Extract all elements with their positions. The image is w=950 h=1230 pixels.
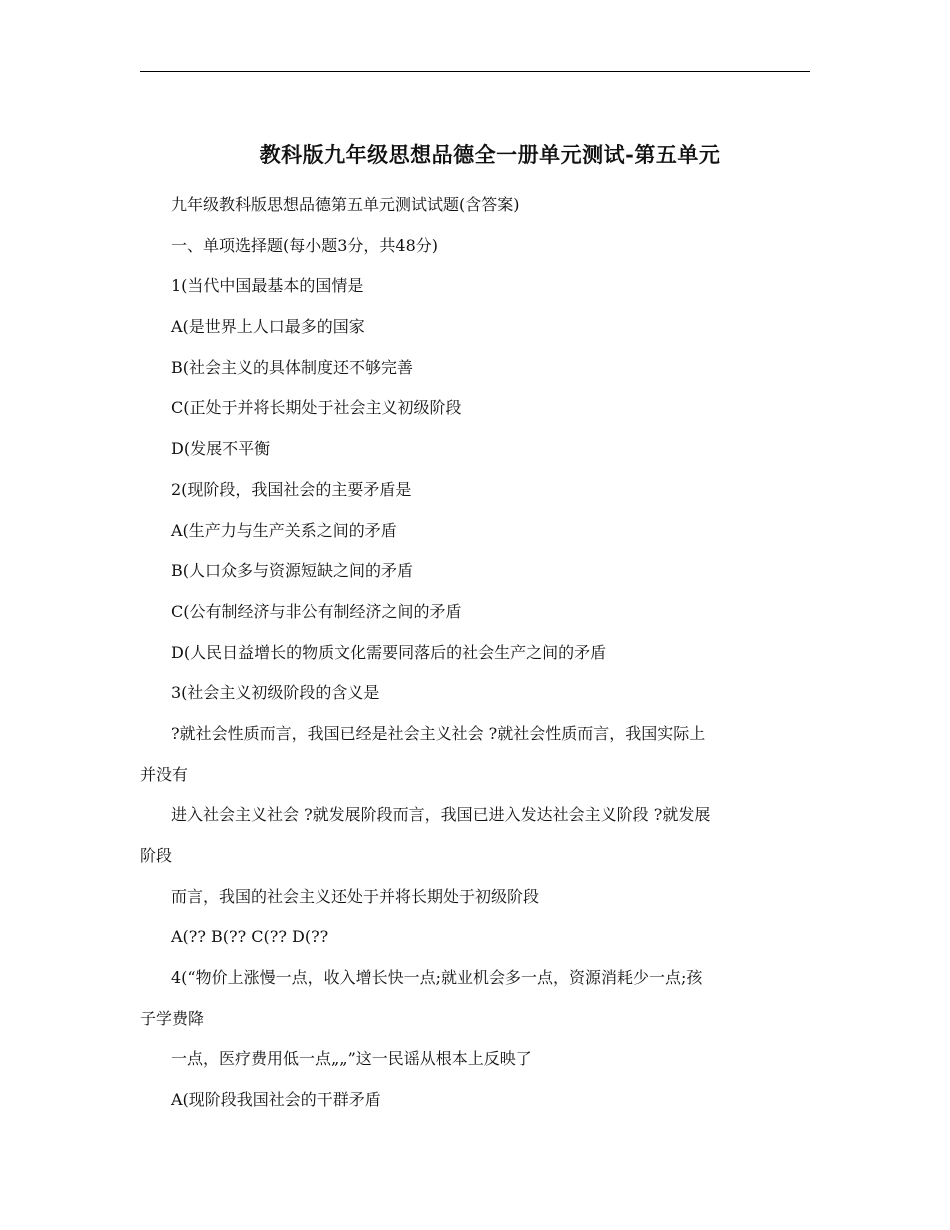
text-line: 3(社会主义初级阶段的含义是 <box>171 683 380 703</box>
text-line: 一、单项选择题(每小题3分，共48分) <box>171 235 439 255</box>
text-line: 4(“物价上涨慢一点，收入增长快一点;就业机会多一点，资源消耗少一点;孩 <box>171 968 703 988</box>
text-line: 进入社会主义社会 ?就发展阶段而言，我国已进入发达社会主义阶段 ?就发展 <box>171 805 711 825</box>
text-line: 阶段 <box>140 846 173 865</box>
text-line: 1(当代中国最基本的国情是 <box>171 276 364 296</box>
text-line: 2(现阶段，我国社会的主要矛盾是 <box>171 479 412 499</box>
text-line: A(?? B(?? C(?? D(?? <box>171 927 329 947</box>
document-title: 教科版九年级思想品德全一册单元测试-第五单元 <box>259 142 721 167</box>
header-rule <box>140 71 810 72</box>
text-line: A(是世界上人口最多的国家 <box>171 317 365 337</box>
text-line: B(人口众多与资源短缺之间的矛盾 <box>171 561 414 581</box>
text-line: D(发展不平衡 <box>171 439 271 459</box>
text-line: D(人民日益增长的物质文化需要同落后的社会生产之间的矛盾 <box>171 642 607 662</box>
text-line: ?就社会性质而言，我国已经是社会主义社会 ?就社会性质而言，我国实际上 <box>171 723 706 743</box>
text-line: C(正处于并将长期处于社会主义初级阶段 <box>171 398 462 418</box>
text-line: 并没有 <box>140 764 189 784</box>
text-line: 子学费降 <box>140 1008 205 1028</box>
text-line: C(公有制经济与非公有制经济之间的矛盾 <box>171 601 462 621</box>
text-line: 而言，我国的社会主义还处于并将长期处于初级阶段 <box>171 886 540 906</box>
text-line: B(社会主义的具体制度还不够完善 <box>171 357 414 377</box>
text-line: A(生产力与生产关系之间的矛盾 <box>171 520 397 540</box>
text-line: 九年级教科版思想品德第五单元测试试题(含答案) <box>171 195 520 214</box>
document-body <box>140 185 810 1121</box>
text-line: A(现阶段我国社会的干群矛盾 <box>171 1090 381 1110</box>
text-line: 一点，医疗费用低一点„„”这一民谣从根本上反映了 <box>171 1049 532 1069</box>
